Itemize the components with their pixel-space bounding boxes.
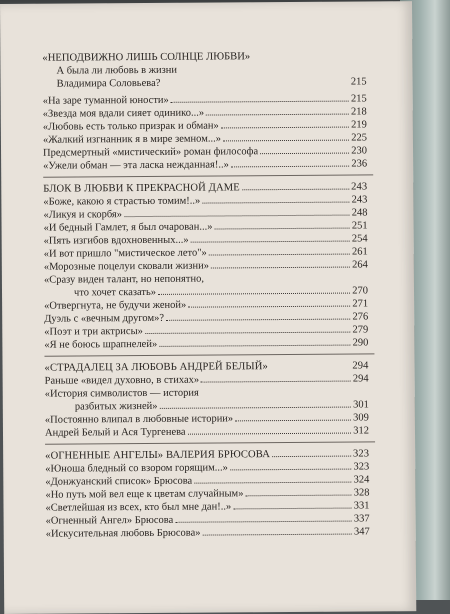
page-number: 331 <box>353 500 370 512</box>
toc-entry-text: «Любовь есть только призрак и обман» <box>42 120 219 133</box>
toc-entry-text: «Ликуя и скорбя» <box>43 209 123 221</box>
toc-entry <box>44 336 368 351</box>
toc-entry-text: «Я не боюсь шрапнелей» <box>44 338 158 351</box>
page-number: 219 <box>351 119 367 131</box>
toc-entry-text: «История символистов — история <box>44 387 199 400</box>
toc-entry-text: Предсмертный «мистический» роман философа <box>43 146 259 159</box>
dot-leader <box>245 495 351 497</box>
toc-entry-text: «Ужели обман — эта ласка нежданная!..» <box>43 159 229 172</box>
page-number: 312 <box>353 425 370 437</box>
dot-leader <box>160 407 352 409</box>
page-number: 276 <box>352 311 369 323</box>
page-number: 243 <box>351 181 368 193</box>
toc-entry-text: «Постоянно влипал в любовные истории» <box>44 413 234 426</box>
toc-entry <box>43 157 367 172</box>
toc-entry-text: «Донжуанский список» Брюсова <box>45 475 193 488</box>
page-number: 230 <box>351 145 368 157</box>
dot-leader <box>242 189 349 191</box>
dot-leader <box>230 469 352 471</box>
toc-entry-text: «Боже, какою я страстью томим!..» <box>43 195 201 208</box>
table-of-contents <box>42 49 369 540</box>
dot-leader <box>206 114 349 116</box>
page-number: 271 <box>352 298 369 310</box>
dot-leader <box>272 456 351 458</box>
toc-entry-text: что хочет сказать» <box>73 286 157 299</box>
page-number: 290 <box>352 337 369 349</box>
dot-leader <box>202 202 349 204</box>
page-number: 294 <box>352 373 369 385</box>
page-number: 294 <box>352 360 369 372</box>
dot-leader <box>145 332 351 334</box>
page-number: 324 <box>353 474 370 486</box>
toc-entry <box>45 424 369 439</box>
section-title: «НЕПОДВИЖНО ЛИШЬ СОЛНЦЕ ЛЮБВИ» <box>42 51 251 64</box>
page-number: 251 <box>351 220 368 232</box>
toc-entry-text: «На заре туманной юности» <box>42 94 169 107</box>
toc-entry-text: «Звезда моя вдали сияет одинико...» <box>42 107 205 120</box>
toc-section-blok <box>43 180 368 351</box>
section-title: БЛОК В ЛЮБВИ К ПРЕКРАСНОЙ ДАМЕ <box>43 182 240 195</box>
dot-leader <box>211 267 350 269</box>
page-number: 225 <box>351 132 367 144</box>
section-divider <box>44 353 374 356</box>
toc-entry-text: «Огненный Ангел» Брюсова <box>45 514 174 527</box>
toc-section-soloviev <box>42 49 367 172</box>
dot-leader <box>171 101 349 103</box>
toc-entry-text: «Поэт и три актрисы» <box>44 326 143 338</box>
dot-leader <box>231 166 350 168</box>
dot-leader <box>201 381 351 383</box>
book-page <box>0 1 416 614</box>
toc-entry-text: «Искусительная любовь Брюсова» <box>45 527 201 540</box>
toc-entry <box>46 525 370 540</box>
toc-entry-text: «Юноша бледный со взором горящим...» <box>45 462 228 475</box>
toc-entry-text: «Отвергнута, не будучи женой» <box>44 299 187 312</box>
page-number: 264 <box>352 259 368 271</box>
toc-entry-text: «Жалкий изгнанник я в мире земном...» <box>42 133 222 146</box>
page-number: 261 <box>351 246 368 258</box>
toc-entry-text: Андрей Белый и Ася Тургенева <box>44 426 186 439</box>
page-number: 309 <box>353 412 369 424</box>
dot-leader <box>124 215 350 218</box>
dot-leader <box>203 534 352 536</box>
toc-entry-text: «Морозные поцелуи сковали жизни» <box>43 260 209 273</box>
toc-entry-text: «Пять изгибов вдохновенных...» <box>43 234 189 247</box>
page-number: 301 <box>353 399 369 411</box>
page-number: 215 <box>350 76 367 88</box>
dot-leader <box>188 306 350 308</box>
section-title: «ОГНЕННЫЕ АНГЕЛЫ» ВАЛЕРИЯ БРЮСОВА <box>45 449 271 462</box>
page-number: 347 <box>353 526 370 538</box>
dot-leader <box>166 319 350 321</box>
dot-leader <box>260 153 349 155</box>
dot-leader <box>175 521 352 523</box>
page-number: 248 <box>351 207 368 219</box>
dot-leader <box>194 482 351 484</box>
section-subtitle-line: Владимира Соловьева? <box>56 77 161 90</box>
toc-entry-text: разбитых жизней» <box>74 400 158 413</box>
section-divider <box>45 441 375 444</box>
toc-entry-text: «Сразу виден талант, но непонятно, <box>43 273 204 286</box>
page-number: 243 <box>351 194 368 206</box>
dot-leader <box>209 254 350 256</box>
page-number: 215 <box>350 93 367 105</box>
dot-leader <box>191 241 350 243</box>
page-number: 236 <box>351 158 368 170</box>
dot-leader <box>221 127 349 129</box>
toc-entry-text: «И бедный Гамлет, я был очарован...» <box>43 221 213 234</box>
page-number: 270 <box>352 285 369 297</box>
page-number: 323 <box>353 461 370 473</box>
page-number: 218 <box>350 106 367 118</box>
toc-section-bryusov <box>45 447 370 540</box>
dot-leader <box>235 420 351 422</box>
section-subtitle-line: А была ли любовь в жизни <box>56 64 178 77</box>
toc-entry-text: «Но путь мой вел еще к цветам случайным» <box>45 488 244 501</box>
dot-leader <box>188 433 352 435</box>
dot-leader <box>214 228 349 230</box>
dot-leader <box>223 140 349 142</box>
toc-entry-text: «И вот пришло "мистическое лето"» <box>43 247 207 260</box>
page-number: 337 <box>353 513 370 525</box>
toc-entry-text: Раньше «видел духовно, в стихах» <box>44 374 200 387</box>
toc-entry-text: Дуэль с «вечным другом»? <box>44 312 165 325</box>
dot-leader <box>158 293 350 295</box>
section-divider <box>43 174 373 177</box>
dot-leader <box>233 508 352 510</box>
toc-section-bely <box>44 359 369 439</box>
toc-entry-text: «Светлейшая из всех, кто был мне дан!..» <box>45 501 232 514</box>
page-number: 328 <box>353 487 370 499</box>
page-number: 254 <box>351 233 368 245</box>
page-number: 279 <box>352 324 369 336</box>
page-number: 323 <box>352 448 370 460</box>
dot-leader <box>159 345 350 347</box>
section-title: «СТРАДАЛЕЦ ЗА ЛЮБОВЬ АНДРЕЙ БЕЛЫЙ» <box>44 361 268 374</box>
